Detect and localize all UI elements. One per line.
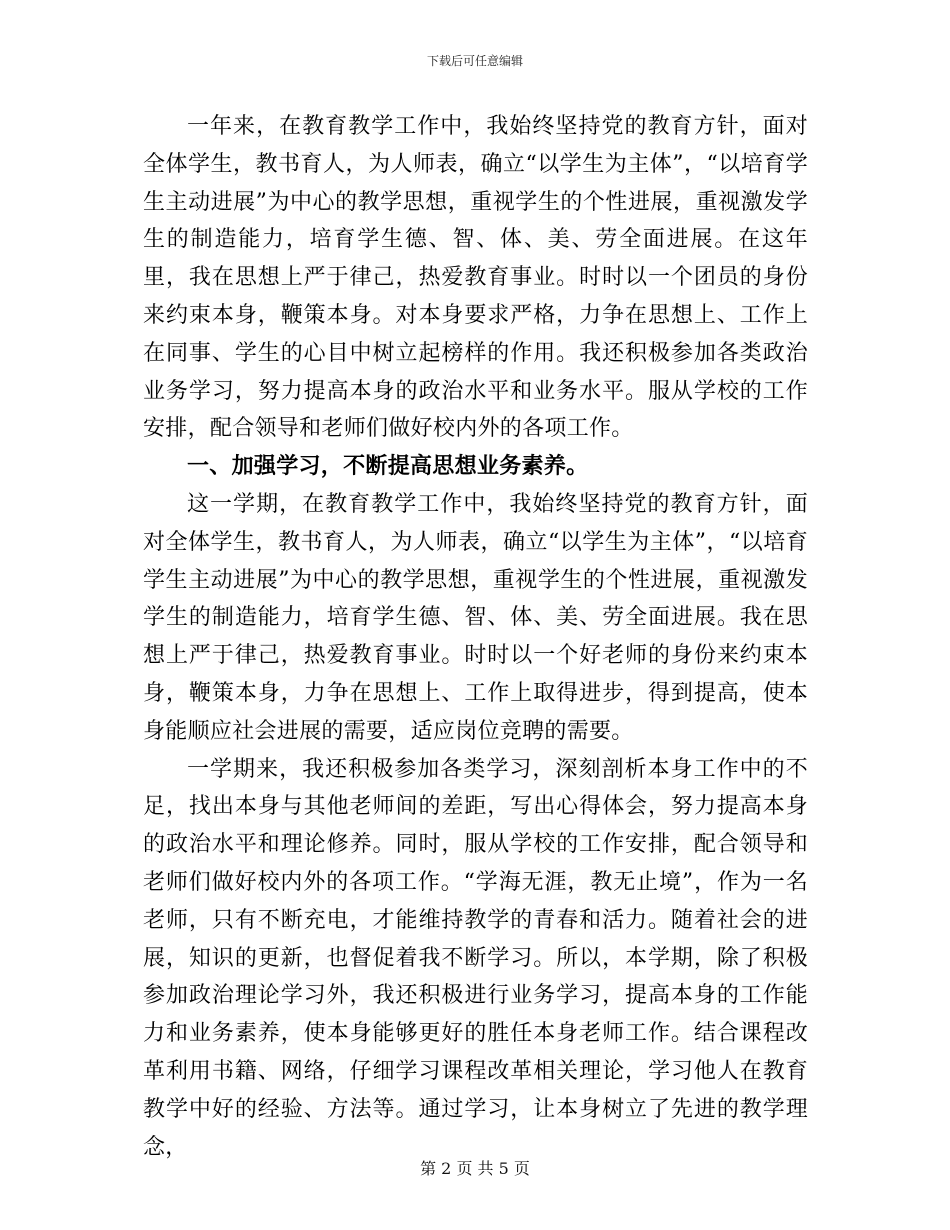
page-footer: 第 2 页 共 5 页 xyxy=(420,1159,530,1178)
paragraph-semester: 这一学期，在教育教学工作中，我始终坚持党的教育方针，面对全体学生，教书育人，为人师表，确立“以学生为主体”，“以培育学生主动进展”为中心的教学思想，重视学生的个性进展，重视激发学生的制造能力，培育学生德、智、体、美、劳全面进展。我在思想上严于律己，热爱教育事业。时时以一个好老师的身份来约束本身，鞭策本身，力争在思想上、工作上取得进步，得到提高，使本身能顺应社会进展的需要，适应岗位竞聘的需要。 xyxy=(143,491,808,744)
section-heading: 一、加强学习，不断提高思想业务素养。 xyxy=(187,453,589,480)
paragraph-intro: 一年来，在教育教学工作中，我始终坚持党的教育方针，面对全体学生，教书育人，为人师表，确立“以学生为主体”，“以培育学生主动进展”为中心的教学思想，重视学生的个性进展，重视激发学生的制造能力，培育学生德、智、体、美、劳全面进展。在这年里，我在思想上严于律己，热爱教育事业。时时以一个团员的身份来约束本身，鞭策本身。对本身要求严格，力争在思想上、工作上在同事、学生的心目中树立起榜样的作用。我还积极参加各类政治业务学习，努力提高本身的政治水平和业务水平。服从学校的工作安排，配合领导和老师们做好校内外的各项工作。 xyxy=(143,114,808,442)
page-header: 下载后可任意编辑 xyxy=(426,54,523,68)
document-body xyxy=(143,108,808,1166)
paragraph-study: 一学期来，我还积极参加各类学习，深刻剖析本身工作中的不足，找出本身与其他老师间的差距，写出心得体会，努力提高本身的政治水平和理论修养。同时，服从学校的工作安排，配合领导和老师们做好校内外的各项工作。“学海无涯，教无止境”，作为一名老师，只有不断充电，才能维持教学的青春和活力。随着社会的进展，知识的更新，也督促着我不断学习。所以，本学期，除了积极参加政治理论学习外，我还积极进行业务学习，提高本身的工作能力和业务素养，使本身能够更好的胜任本身老师工作。结合课程改革利用书籍、网络，仔细学习课程改革相关理论，学习他人在教育教学中好的经验、方法等。通过学习，让本身树立了先进的教学理念， xyxy=(143,756,808,1160)
